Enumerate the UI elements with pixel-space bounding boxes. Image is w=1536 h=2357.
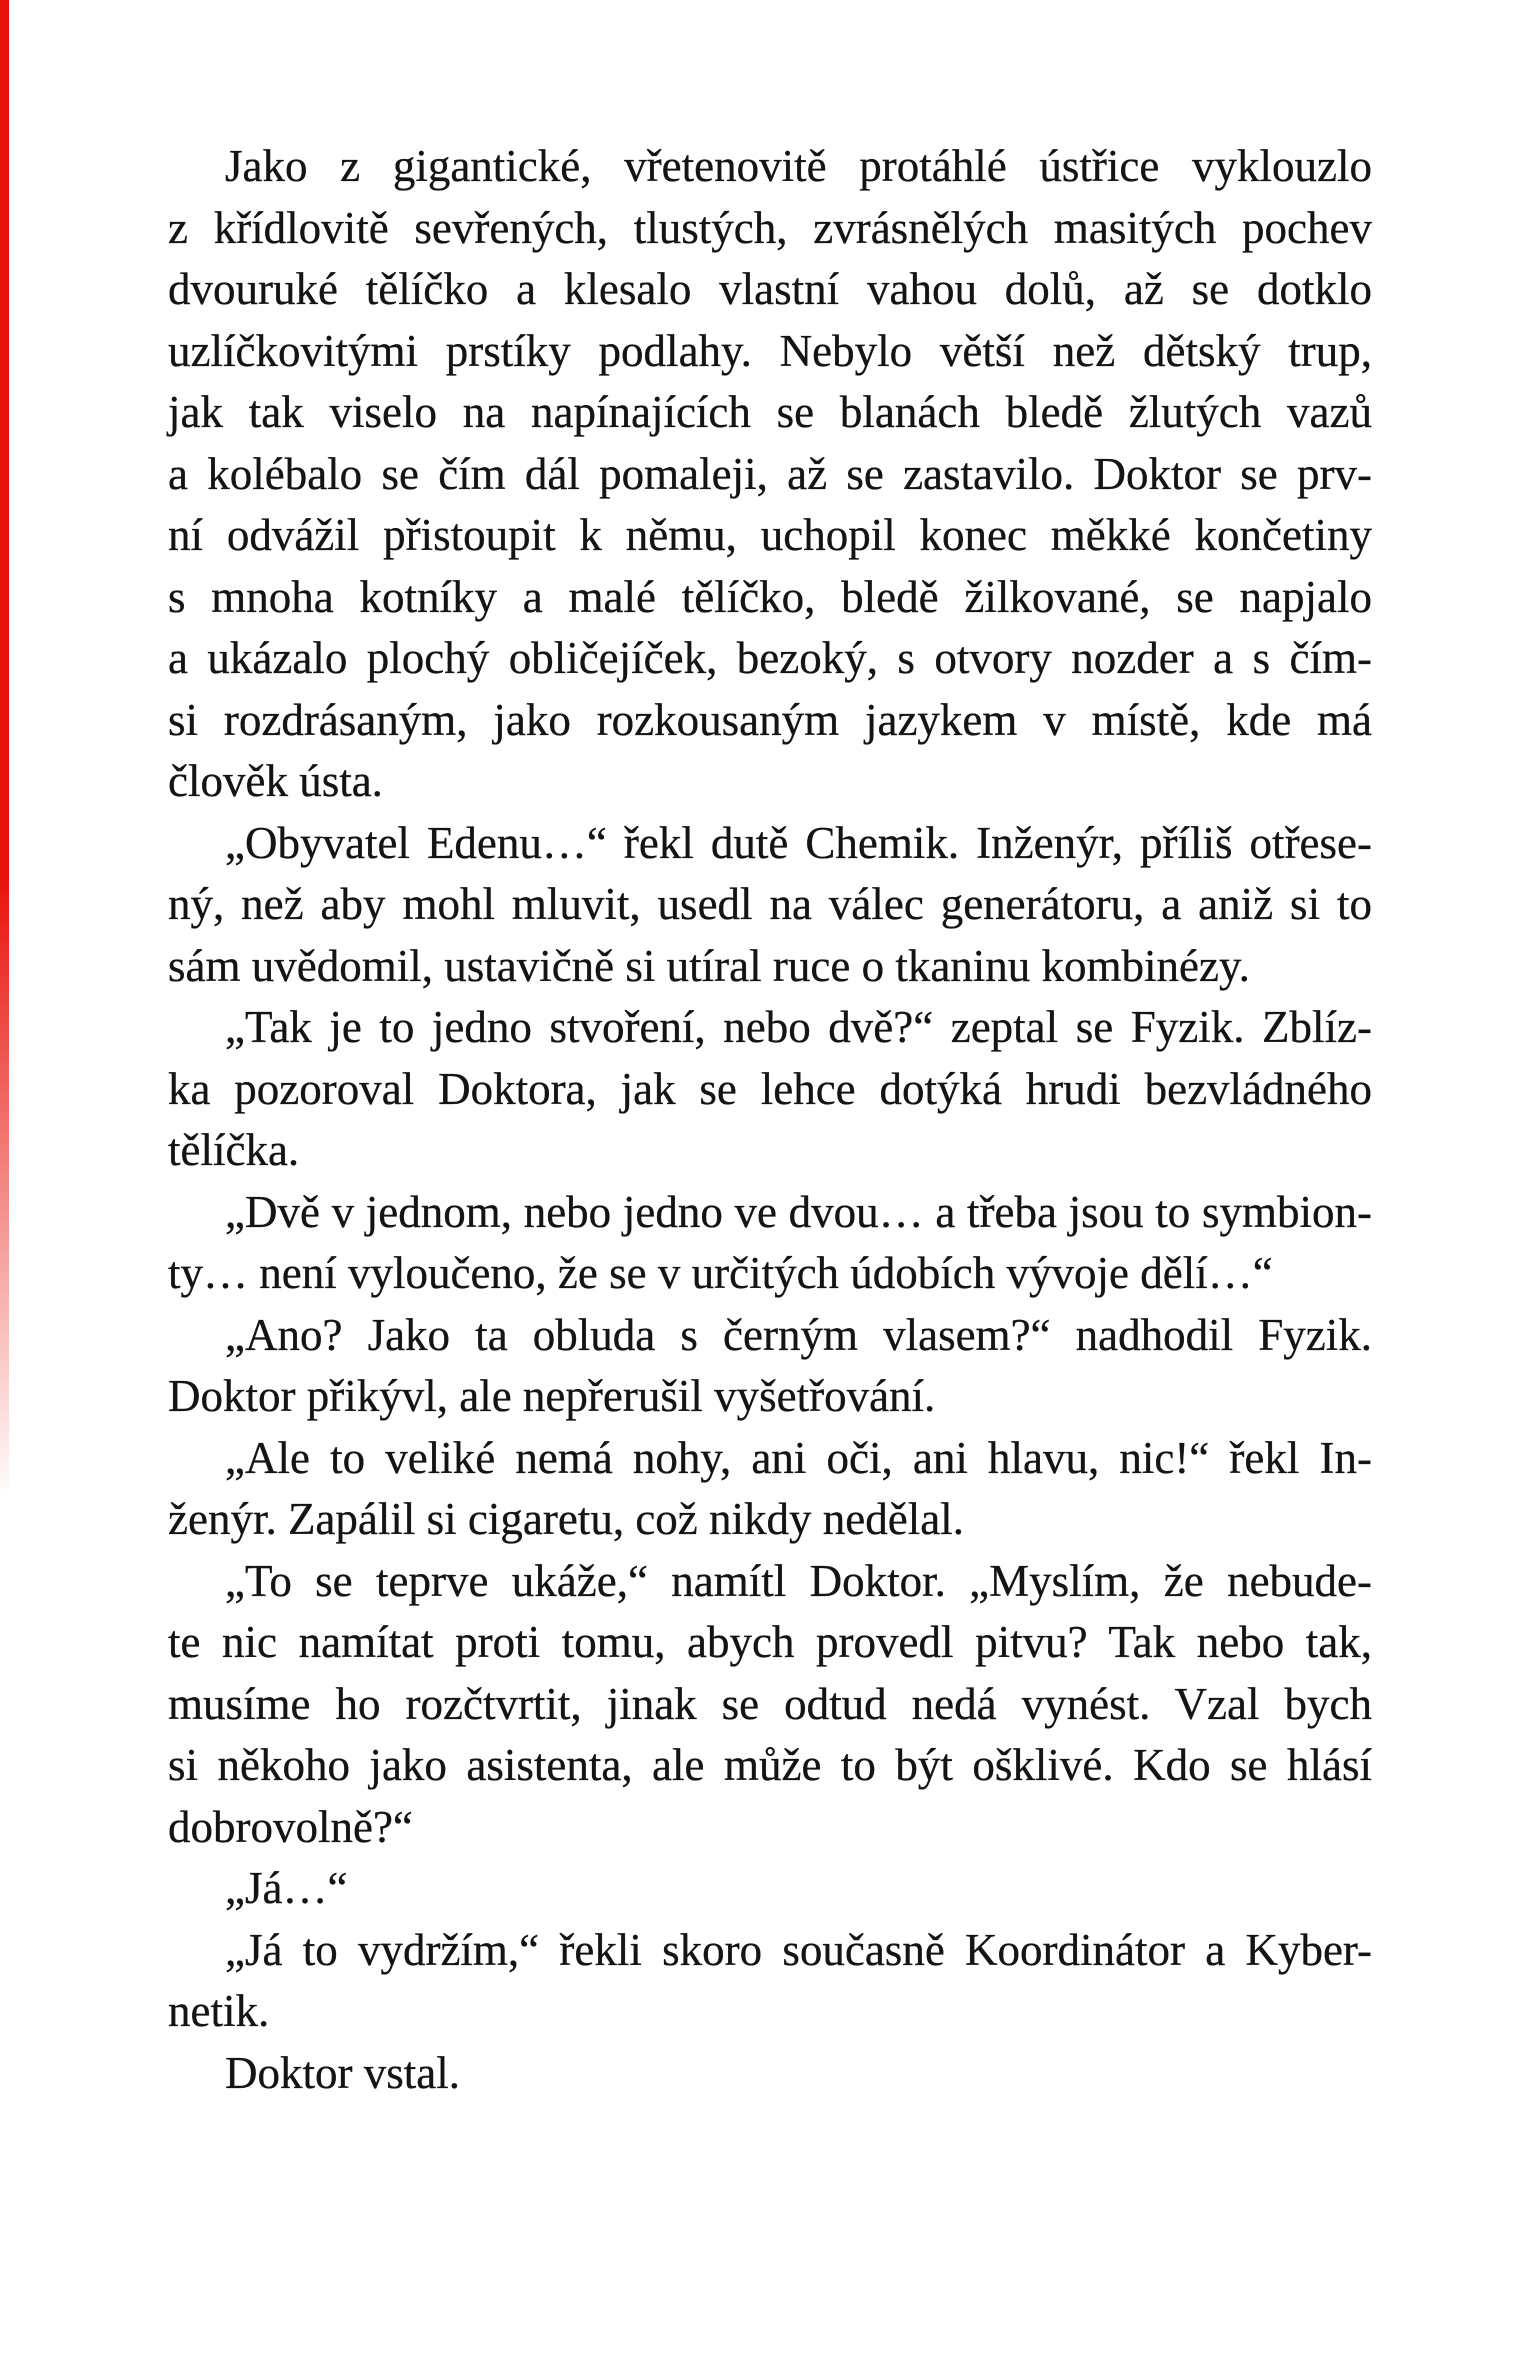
paragraph [168,1920,1372,2043]
text-line: si někoho jako asistenta, ale může to být ošklivé. Kdo se hlásí [168,1740,1372,1790]
paragraph [168,136,1372,813]
paragraph [168,1428,1372,1551]
text-line: ty… není vyloučeno, že se v určitých údobích vývoje dělí…“ [168,1248,1273,1298]
paragraph [168,1858,1372,1920]
paragraph [168,813,1372,998]
text-line: netik. [168,1986,270,2036]
text-line: „Já…“ [225,1863,348,1913]
text-line: ný, než aby mohl mluvit, usedl na válec generátoru, a aniž si to [168,879,1372,929]
text-line: ženýr. Zapálil si cigaretu, což nikdy nedělal. [168,1494,964,1544]
page-text-block [168,136,1372,2104]
text-line: člověk ústa. [168,756,383,806]
text-line: „Ale to veliké nemá nohy, ani oči, ani hlavu, nic!“ řekl In- [225,1432,1372,1483]
scan-spine-stripe [0,0,9,1500]
text-line: Doktor vstal. [225,2047,460,2098]
text-line: s mnoha kotníky a malé tělíčko, bledě žilkované, se napjalo [168,571,1372,622]
text-line: dobrovolně?“ [168,1801,413,1852]
text-line: a kolébalo se čím dál pomaleji, až se zastavilo. Doktor se prv- [168,448,1372,499]
text-line: „Dvě v jednom, nebo jedno ve dvou… a třeba jsou to symbion- [225,1186,1372,1237]
text-line: dvouruké tělíčko a klesalo vlastní vahou dolů, až se dotklo [168,264,1372,314]
text-line: te nic namítat proti tomu, abych provedl pitvu? Tak nebo tak, [168,1617,1372,1667]
text-line: z křídlovitě sevřených, tlustých, zvrásnělých masitých pochev [168,202,1372,253]
paragraph [168,997,1372,1182]
text-line: „Ano? Jako ta obluda s černým vlasem?“ nadhodil Fyzik. [225,1309,1372,1360]
text-line: „Tak je to jedno stvoření, nebo dvě?“ zeptal se Fyzik. Zblíz- [225,1002,1372,1052]
text-line: ka pozoroval Doktora, jak se lehce dotýká hrudi bezvládného [168,1063,1372,1114]
text-line: ní odvážil přistoupit k němu, uchopil konec měkké končetiny [168,510,1372,560]
text-line: „Obyvatel Edenu…“ řekl dutě Chemik. Inženýr, příliš otřese- [225,817,1372,868]
text-line: musíme ho rozčtvrtit, jinak se odtud nedá vynést. Vzal bych [168,1678,1372,1729]
text-line: tělíčka. [168,1125,300,1175]
text-line: uzlíčkovitými prstíky podlahy. Nebylo větší než dětský trup, [168,325,1372,376]
text-line: „Já to vydržím,“ řekli skoro současně Koordinátor a Kyber- [225,1924,1372,1975]
text-line: si rozdrásaným, jako rozkousaným jazykem v místě, kde má [168,694,1372,745]
text-line: sám uvědomil, ustavičně si utíral ruce o tkaninu kombinézy. [168,940,1250,991]
text-line: jak tak viselo na napínajících se blanách bledě žlutých vazů [168,387,1372,437]
paragraph [168,1551,1372,1859]
text-line: Jako z gigantické, vřetenovitě protáhlé ústřice vyklouzlo [225,141,1372,191]
text-line: Doktor přikývl, ale nepřerušil vyšetřování. [168,1371,936,1421]
paragraph [168,1305,1372,1428]
paragraph [168,1182,1372,1305]
paragraph [168,2043,1372,2105]
text-line: a ukázalo plochý obličejíček, bezoký, s otvory nozder a s čím- [168,633,1372,683]
text-line: „To se teprve ukáže,“ namítl Doktor. „Myslím, že nebude- [225,1555,1372,1606]
